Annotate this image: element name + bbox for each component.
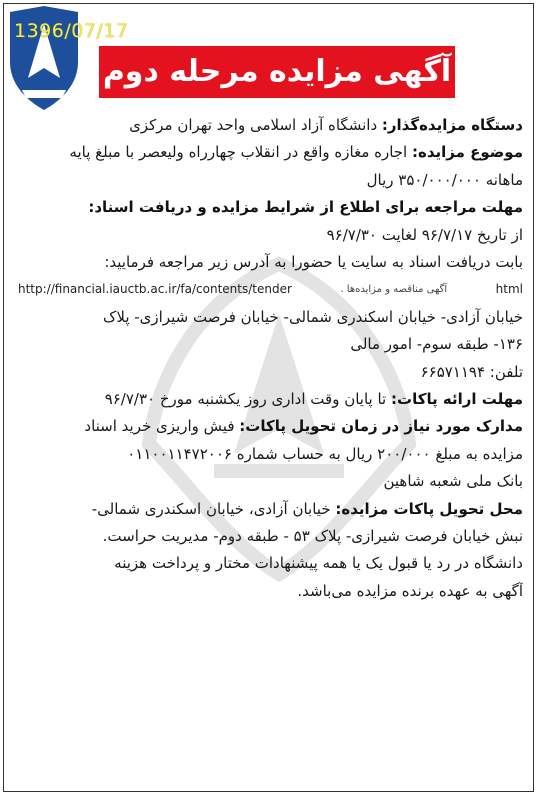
- subject-value: اجاره مغازه واقع در انقلاب چهارراه ولیعصر با مبلغ پایه: [69, 143, 408, 162]
- date-stamp: 1396/07/17: [14, 20, 129, 42]
- url-breadcrumb: آگهی مناقصه و مزایده‌ها .: [340, 284, 448, 296]
- required-value-cont: مزایده به مبلغ ۲۰۰/۰۰۰ ریال به حساب شماره ۰۱۱۰۰۱۱۴۷۲۰۰۶: [127, 444, 523, 463]
- address-line-1: خیابان آزادی- خیابان اسکندری شمالی- خیابان فرصت شیرازی- پلاک: [102, 307, 523, 326]
- delivery-value: خیابان آزادی، خیابان اسکندری شمالی-: [91, 499, 331, 518]
- notice-frame: [3, 3, 534, 792]
- submit-line: [18, 386, 523, 413]
- closing-line-2: آگهی به عهده برنده مزایده می‌باشد.: [297, 581, 523, 600]
- deadline-value: از تاریخ ۹۶/۷/۱۷ لغایت ۹۶/۷/۳۰: [326, 225, 523, 244]
- tender-url[interactable]: http://financial.iauctb.ac.ir/fa/contents/tender: [18, 282, 292, 297]
- delivery-value-cont: نبش خیابان فرصت شیرازی- پلاک ۵۳ - طبقه دوم- مدیریت حراست.: [102, 527, 523, 546]
- tender-url-line: [18, 276, 523, 303]
- required-value-bank: بانک ملی شعبه شاهین: [383, 472, 523, 491]
- url-tail: html: [495, 282, 523, 297]
- organizer-value: دانشگاه آزاد اسلامی واحد تهران مرکزی: [129, 116, 378, 134]
- subject-value-cont: ماهانه ۳۵۰/۰۰۰/۰۰۰ ریال: [366, 170, 523, 189]
- subject-label: موضوع مزایده:: [412, 143, 523, 162]
- phone: تلفن: ۶۶۵۷۱۱۹۴: [420, 362, 523, 381]
- required-value: فیش واریزی خرید اسناد: [84, 417, 235, 436]
- page-title: آگهی مزایده مرحله دوم: [99, 46, 455, 98]
- delivery-label: محل تحویل پاکات مزایده:: [335, 499, 523, 518]
- notice-body: [18, 112, 523, 605]
- address-line-2: ۱۳۶- طبقه سوم- امور مالی: [350, 335, 523, 354]
- delivery-line: [18, 496, 523, 523]
- required-label: مدارک مورد نیاز در زمان تحویل پاکات:: [239, 417, 523, 436]
- docs-instruction: بابت دریافت اسناد به سایت یا حضورا به آدرس زیر مراجعه فرمایید:: [104, 253, 523, 272]
- subject-line: [18, 139, 523, 166]
- organizer-label: دستگاه مزایده‌گذار:: [381, 116, 523, 134]
- deadline-label: مهلت مراجعه برای اطلاع از شرایط مزایده و دریافت اسناد:: [88, 198, 523, 217]
- required-line: [18, 413, 523, 440]
- submit-label: مهلت ارائه پاکات:: [391, 390, 523, 409]
- organizer-line: [18, 112, 523, 139]
- closing-line-1: دانشگاه در رد یا قبول یک یا همه پیشنهادات مختار و پرداخت هزینه: [114, 554, 523, 573]
- submit-value: تا پایان وقت اداری روز یکشنبه مورخ ۹۶/۷/۳۰: [104, 390, 387, 409]
